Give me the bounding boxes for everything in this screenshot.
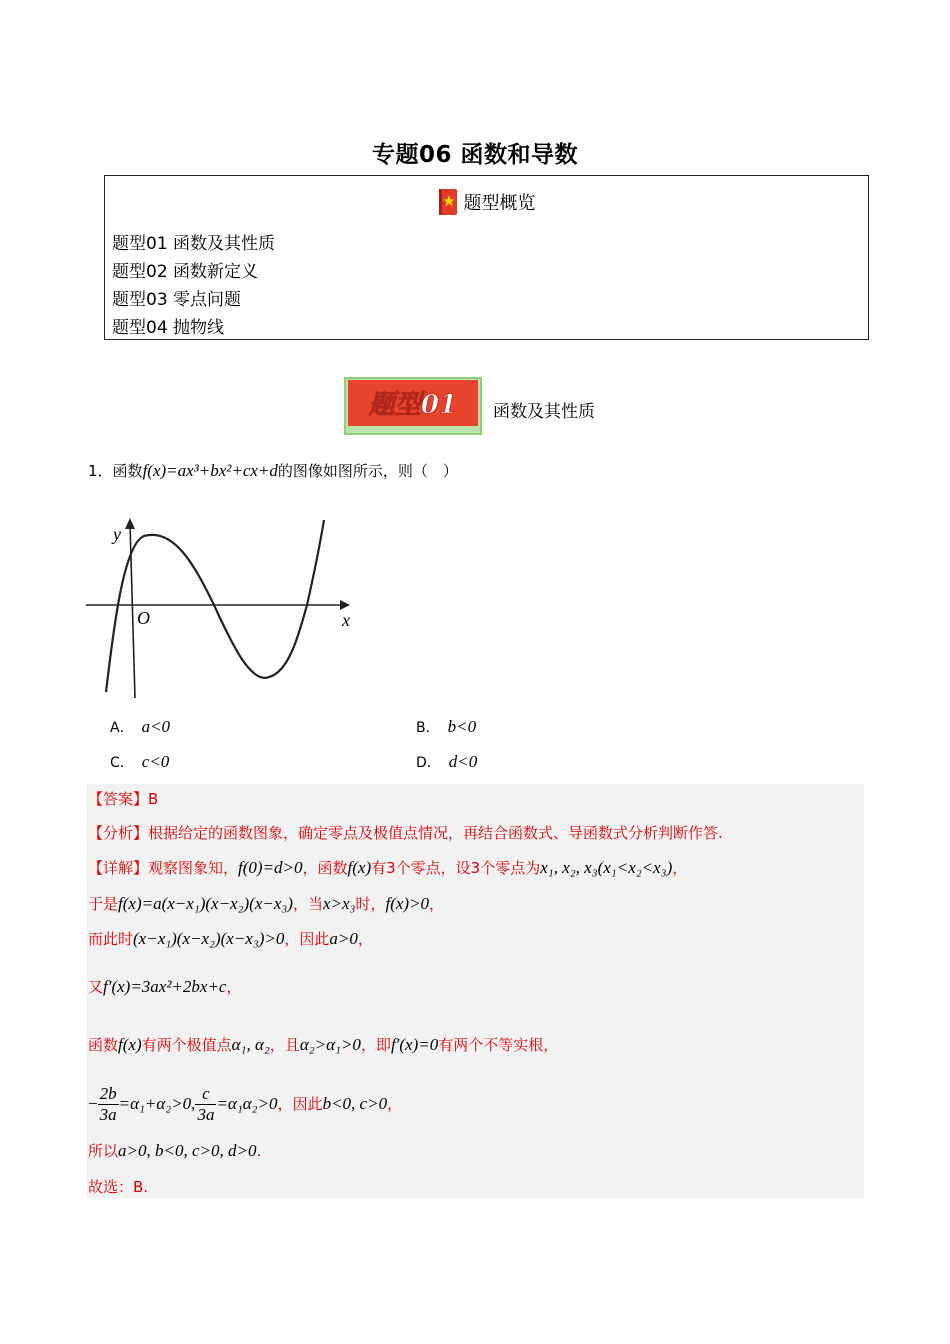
cubic-curve (106, 520, 324, 692)
x-axis-arrow (340, 600, 350, 610)
analysis-text: 【分析】根据给定的函数图象，确定零点及极值点情况，再结合函数式、导函数式分析判断作答. (88, 824, 723, 842)
option-a[interactable] (110, 715, 170, 740)
option-c-text: c<0 (141, 752, 170, 771)
option-c[interactable] (110, 750, 169, 775)
option-a-letter: A． (110, 720, 134, 736)
question-suffix: 的图像如图所示，则（ ） (277, 462, 458, 480)
fraction-2b-3a: $\frac{2b}{3a}$ (99, 1084, 117, 1124)
detail-line-4: 又f′(x)=3ax²+2bx+c， (88, 977, 242, 996)
x-axis-label: x (342, 610, 350, 630)
conclusion-text: 故选：B. (88, 1178, 149, 1196)
book-icon (438, 188, 458, 216)
option-a-text: a<0 (141, 717, 171, 736)
fraction-c-3a: $\frac{c}{3a}$ (197, 1084, 215, 1124)
option-d[interactable] (416, 750, 477, 775)
overview-item-2[interactable]: 题型02 函数新定义 (112, 262, 259, 282)
option-d-letter: D． (416, 755, 441, 771)
y-axis-arrow (125, 518, 135, 529)
option-d-text: d<0 (448, 752, 478, 771)
y-axis-label: y (113, 524, 121, 544)
section-badge (344, 377, 482, 435)
option-c-letter: C． (110, 755, 134, 771)
option-b-text: b<0 (447, 717, 477, 736)
overview-item-1[interactable]: 题型01 函数及其性质 (112, 234, 276, 254)
origin-label: O (137, 608, 150, 628)
overview-box (104, 175, 869, 340)
detail-line-6: − $\frac{2b}{3a}$ =α₁+α₂>0, $\frac{c}{3a}$ =α₁α₂>0，因此b<0, c>0， (88, 1084, 403, 1124)
answer-label: 【答案】B (88, 790, 159, 808)
overview-heading (105, 186, 868, 218)
detail-line-5: 函数f(x)有两个极值点α₁, α₂，且α₂>α₁>0，即f′(x)=0有两个不等实根， (88, 1035, 559, 1054)
question-number: 1． (88, 462, 113, 480)
question-1 (88, 458, 458, 484)
detail-line-3: 而此时(x−x₁)(x−x₂)(x−x₃)>0，因此a>0， (88, 929, 373, 948)
option-b-letter: B． (416, 720, 440, 736)
question-formula: f(x)=ax³+bx²+cx+d (142, 461, 278, 480)
overview-heading-text: 题型概览 (463, 193, 536, 214)
overview-item-3[interactable]: 题型03 零点问题 (112, 290, 242, 310)
function-graph (84, 514, 360, 698)
detail-line-2: 于是f(x)=a(x−x₁)(x−x₂)(x−x₃)，当x>x₃时，f(x)>0， (88, 894, 445, 913)
detail-line-1: 【详解】观察图象知，f(0)=d>0，函数f(x)有3个零点，设3个零点为x₁, x₂, x₃(x₁<x₂<x₃)， (88, 858, 688, 877)
document-title: 专题06 函数和导数 (371, 142, 578, 168)
overview-item-4[interactable]: 题型04 抛物线 (112, 318, 225, 338)
detail-line-7: 所以a>0, b<0, c>0, d>0. (88, 1141, 262, 1160)
section-badge-text: 题型01 (368, 390, 458, 420)
answer-panel (86, 784, 864, 1198)
section-title: 函数及其性质 (493, 402, 595, 422)
question-prefix: 函数 (112, 462, 143, 480)
option-b[interactable] (416, 715, 476, 740)
